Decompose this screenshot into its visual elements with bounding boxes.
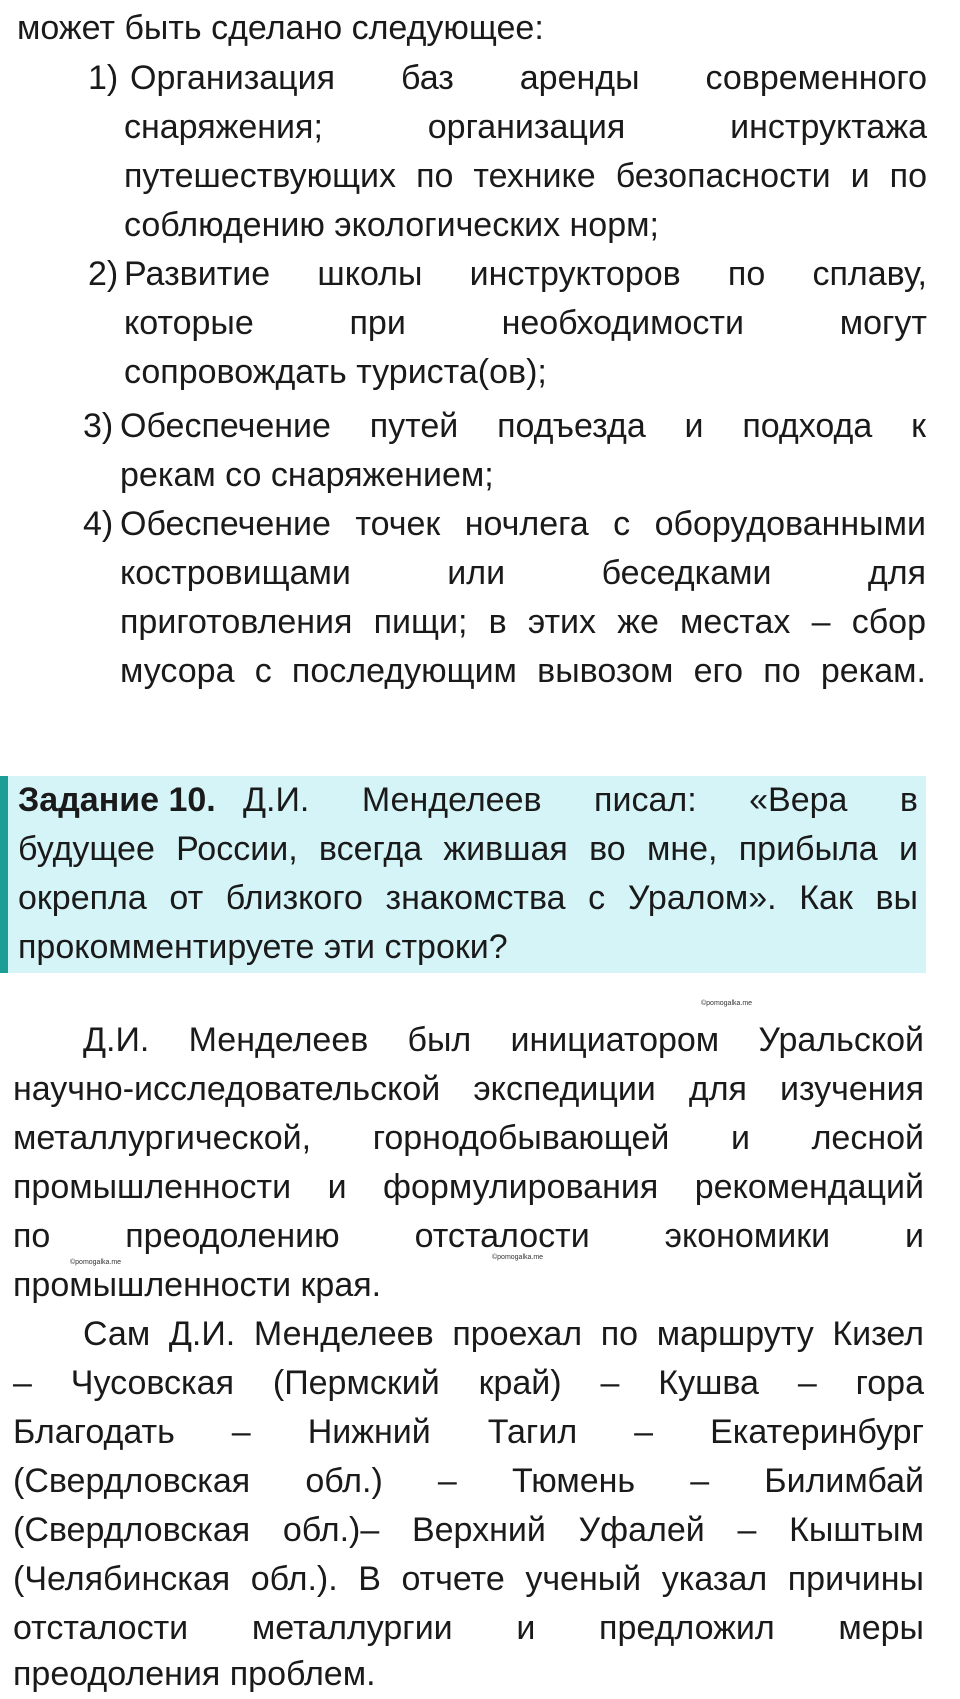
paragraph-line: преодоления проблем. [13, 1655, 376, 1693]
task-title: Задание 10. [18, 781, 216, 819]
task-line: Д.И. Менделеев писал: «Вера в [243, 781, 918, 819]
list-item-line: Организация баз аренды современного [130, 59, 927, 97]
paragraph-line: Сам Д.И. Менделеев проехал по маршруту Кизел [83, 1315, 924, 1353]
paragraph-line: металлургической, горнодобывающей и лесной [13, 1119, 924, 1157]
paragraph-line: отсталости металлургии и предложил меры [13, 1609, 924, 1647]
paragraph-line: промышленности и формулирования рекомендаций [13, 1168, 924, 1206]
list-item-line: мусора с последующим вывозом его по рекам. [120, 652, 926, 690]
list-number: 4) [83, 505, 114, 543]
watermark: ©pomogalka.me [492, 1254, 544, 1261]
watermark: ©pomogalka.me [70, 1259, 122, 1266]
paragraph-line: (Свердловская обл.) – Тюмень – Билимбай [13, 1462, 924, 1500]
list-item-line: сопровождать туриста(ов); [124, 353, 547, 391]
list-number: 3) [83, 407, 114, 445]
list-item-line: Обеспечение путей подъезда и подхода к [120, 407, 926, 445]
list-item-line: костровищами или беседками для [120, 554, 926, 592]
list-item-line: приготовления пищи; в этих же местах – сбор [120, 603, 926, 641]
paragraph-line: Благодать – Нижний Тагил – Екатеринбург [13, 1413, 924, 1451]
paragraph-line: промышленности края. [13, 1266, 382, 1304]
paragraph-line: (Челябинская обл.). В отчете ученый указал причины [13, 1560, 924, 1598]
task-line: прокомментируете эти строки? [18, 928, 508, 966]
list-number: 2) [88, 255, 119, 293]
list-item-line: снаряжения; организация инструктажа [124, 108, 927, 146]
task-line: будущее России, всегда жившая во мне, прибыла и [18, 830, 918, 868]
paragraph-line: Д.И. Менделеев был инициатором Уральской [83, 1021, 924, 1059]
paragraph-line: (Свердловская обл.)– Верхний Уфалей – Кыштым [13, 1511, 924, 1549]
list-item-line: Развитие школы инструкторов по сплаву, [124, 255, 927, 293]
paragraph-line: по преодолению отсталости экономики и [13, 1217, 924, 1255]
task-box [0, 776, 926, 973]
intro-text: может быть сделано следующее: [17, 9, 544, 47]
list-item-line: Обеспечение точек ночлега с оборудованными [120, 505, 926, 543]
list-item-line: рекам со снаряжением; [120, 456, 494, 494]
paragraph-line: – Чусовская (Пермский край) – Кушва – гора [13, 1364, 924, 1402]
list-item-line: путешествующих по технике безопасности и по [124, 157, 927, 195]
paragraph-line: научно-исследовательской экспедиции для изучения [13, 1070, 924, 1108]
task-first-line [18, 776, 918, 825]
task-line: окрепла от близкого знакомства с Уралом». Как вы [18, 879, 918, 917]
watermark: ©pomogalka.me [701, 1000, 753, 1007]
list-item-line: соблюдению экологических норм; [124, 206, 659, 244]
list-number: 1) [88, 59, 119, 97]
list-item-line: которые при необходимости могут [124, 304, 927, 342]
